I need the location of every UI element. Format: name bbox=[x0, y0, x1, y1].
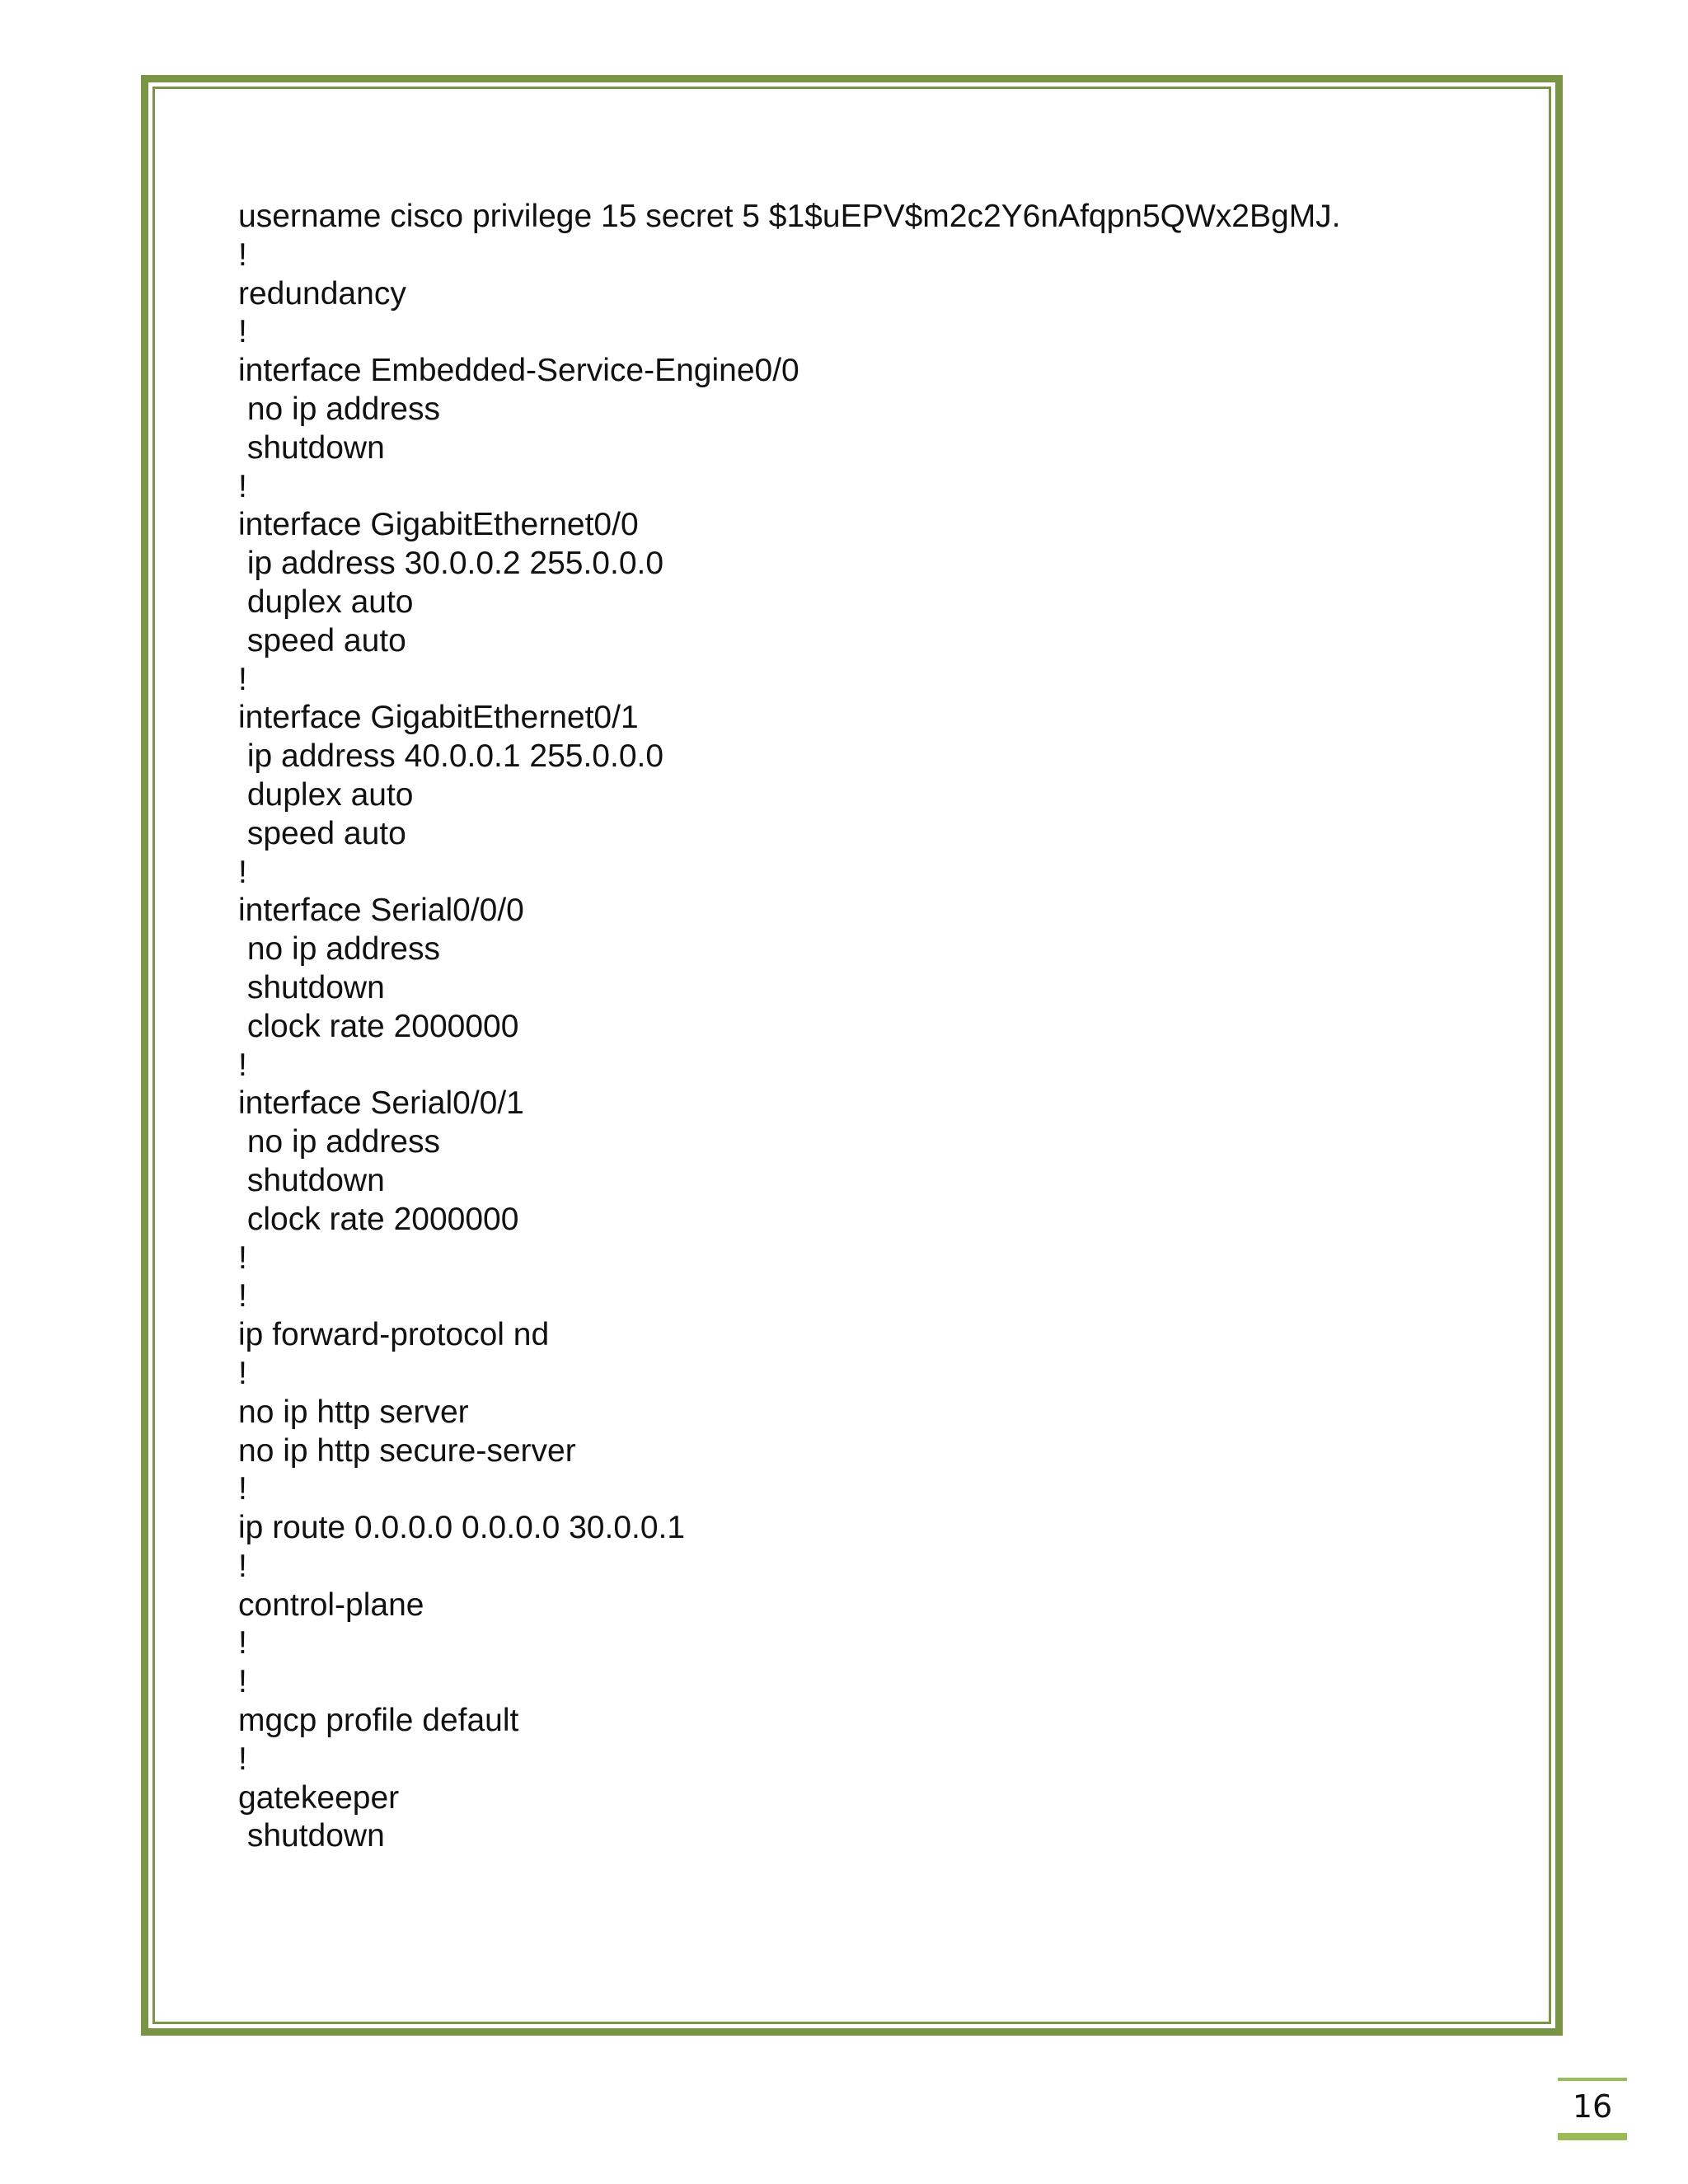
config-line: no ip address bbox=[238, 391, 440, 427]
config-line: ! bbox=[238, 1355, 247, 1391]
config-line: shutdown bbox=[238, 429, 385, 466]
config-line: ip address 40.0.0.1 255.0.0.0 bbox=[238, 738, 664, 775]
config-line: ! bbox=[238, 1240, 247, 1276]
config-line: duplex auto bbox=[238, 583, 414, 620]
config-line: shutdown bbox=[238, 1818, 385, 1854]
config-line: ! bbox=[238, 1047, 247, 1083]
config-line: ! bbox=[238, 1741, 247, 1777]
config-line: ip forward-protocol nd bbox=[238, 1317, 550, 1353]
config-line: shutdown bbox=[238, 1162, 385, 1198]
config-line: ip route 0.0.0.0 0.0.0.0 30.0.0.1 bbox=[238, 1510, 686, 1546]
config-line: interface Serial0/0/1 bbox=[238, 1085, 524, 1122]
config-line: interface GigabitEthernet0/0 bbox=[238, 507, 639, 543]
config-line: duplex auto bbox=[238, 776, 414, 813]
page-number: 16 bbox=[1558, 2078, 1627, 2140]
config-line: ! bbox=[238, 314, 247, 350]
config-line: interface Embedded-Service-Engine0/0 bbox=[238, 353, 799, 389]
config-line: ! bbox=[238, 468, 247, 504]
config-line: speed auto bbox=[238, 622, 406, 658]
config-line: interface Serial0/0/0 bbox=[238, 893, 524, 929]
config-line: ! bbox=[238, 1625, 247, 1661]
config-line: speed auto bbox=[238, 815, 406, 851]
config-line: ! bbox=[238, 854, 247, 890]
router-config-listing bbox=[238, 198, 1341, 1856]
config-line: no ip address bbox=[238, 1124, 440, 1160]
config-line: control-plane bbox=[238, 1586, 424, 1623]
config-line: redundancy bbox=[238, 275, 406, 312]
config-line: ip address 30.0.0.2 255.0.0.0 bbox=[238, 546, 664, 582]
config-line: shutdown bbox=[238, 969, 385, 1005]
config-line: clock rate 2000000 bbox=[238, 1008, 519, 1044]
config-line: username cisco privilege 15 secret 5 $1$uEPV$m2c2Y6nAfqpn5QWx2BgMJ. bbox=[238, 199, 1341, 234]
config-line: ! bbox=[238, 1548, 247, 1584]
config-line: gatekeeper bbox=[238, 1779, 400, 1816]
config-line: mgcp profile default bbox=[238, 1703, 519, 1739]
config-line: interface GigabitEthernet0/1 bbox=[238, 700, 639, 736]
config-line: no ip http secure-server bbox=[238, 1432, 576, 1469]
config-line: no ip http server bbox=[238, 1394, 469, 1430]
config-line: ! bbox=[238, 1471, 247, 1507]
config-line: ! bbox=[238, 661, 247, 697]
config-line: ! bbox=[238, 237, 247, 273]
config-line: no ip address bbox=[238, 931, 440, 968]
config-line: ! bbox=[238, 1664, 247, 1700]
config-line: clock rate 2000000 bbox=[238, 1201, 519, 1237]
config-line: ! bbox=[238, 1278, 247, 1315]
